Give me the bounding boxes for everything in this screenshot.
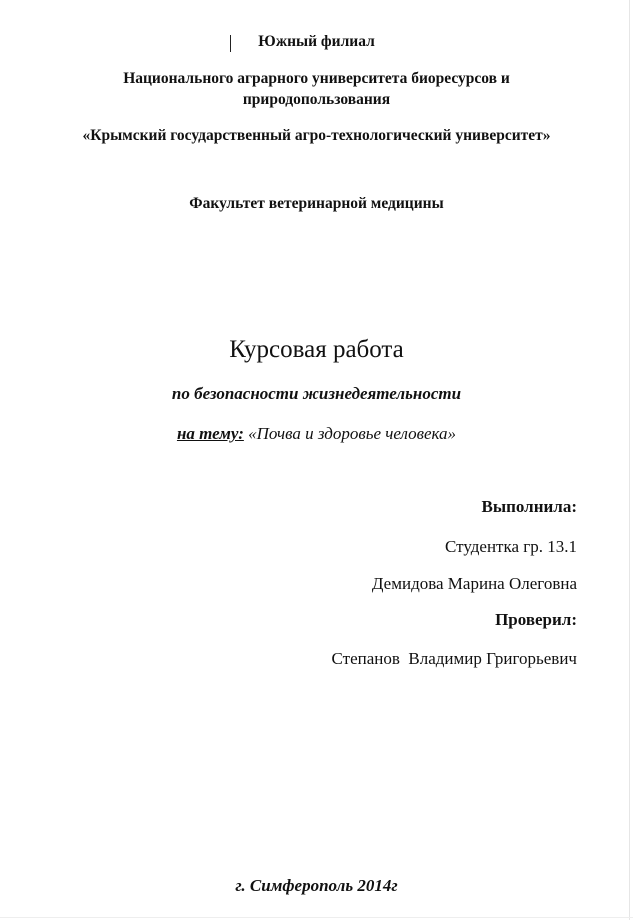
university-line-1: Национального аграрного университета биоресурсов и <box>123 70 510 87</box>
performed-by-label: Выполнила: <box>481 497 577 516</box>
branch-heading: Южный филиал <box>258 33 375 50</box>
document-title: Курсовая работа <box>229 336 404 363</box>
page-edge-bottom <box>0 917 633 918</box>
city-year: г. Симферополь 2014г <box>235 876 398 895</box>
topic-line <box>0 424 633 444</box>
university-line-2: природопользования <box>242 91 391 108</box>
student-name: Демидова Марина Олеговна <box>371 574 577 593</box>
student-group: Студентка гр. 13.1 <box>445 537 577 556</box>
topic-value: «Почва и здоровье человека» <box>243 424 457 443</box>
checked-by-label: Проверил: <box>495 610 577 629</box>
faculty-name: Факультет ветеринарной медицины <box>189 195 444 212</box>
checker-name: Степанов Владимир Григорьевич <box>331 649 577 668</box>
crimean-university-name: «Крымский государственный агро-технологический университет» <box>82 127 551 144</box>
subject-line: по безопасности жизнедеятельности <box>171 384 462 403</box>
topic-label: на тему: <box>176 424 244 443</box>
